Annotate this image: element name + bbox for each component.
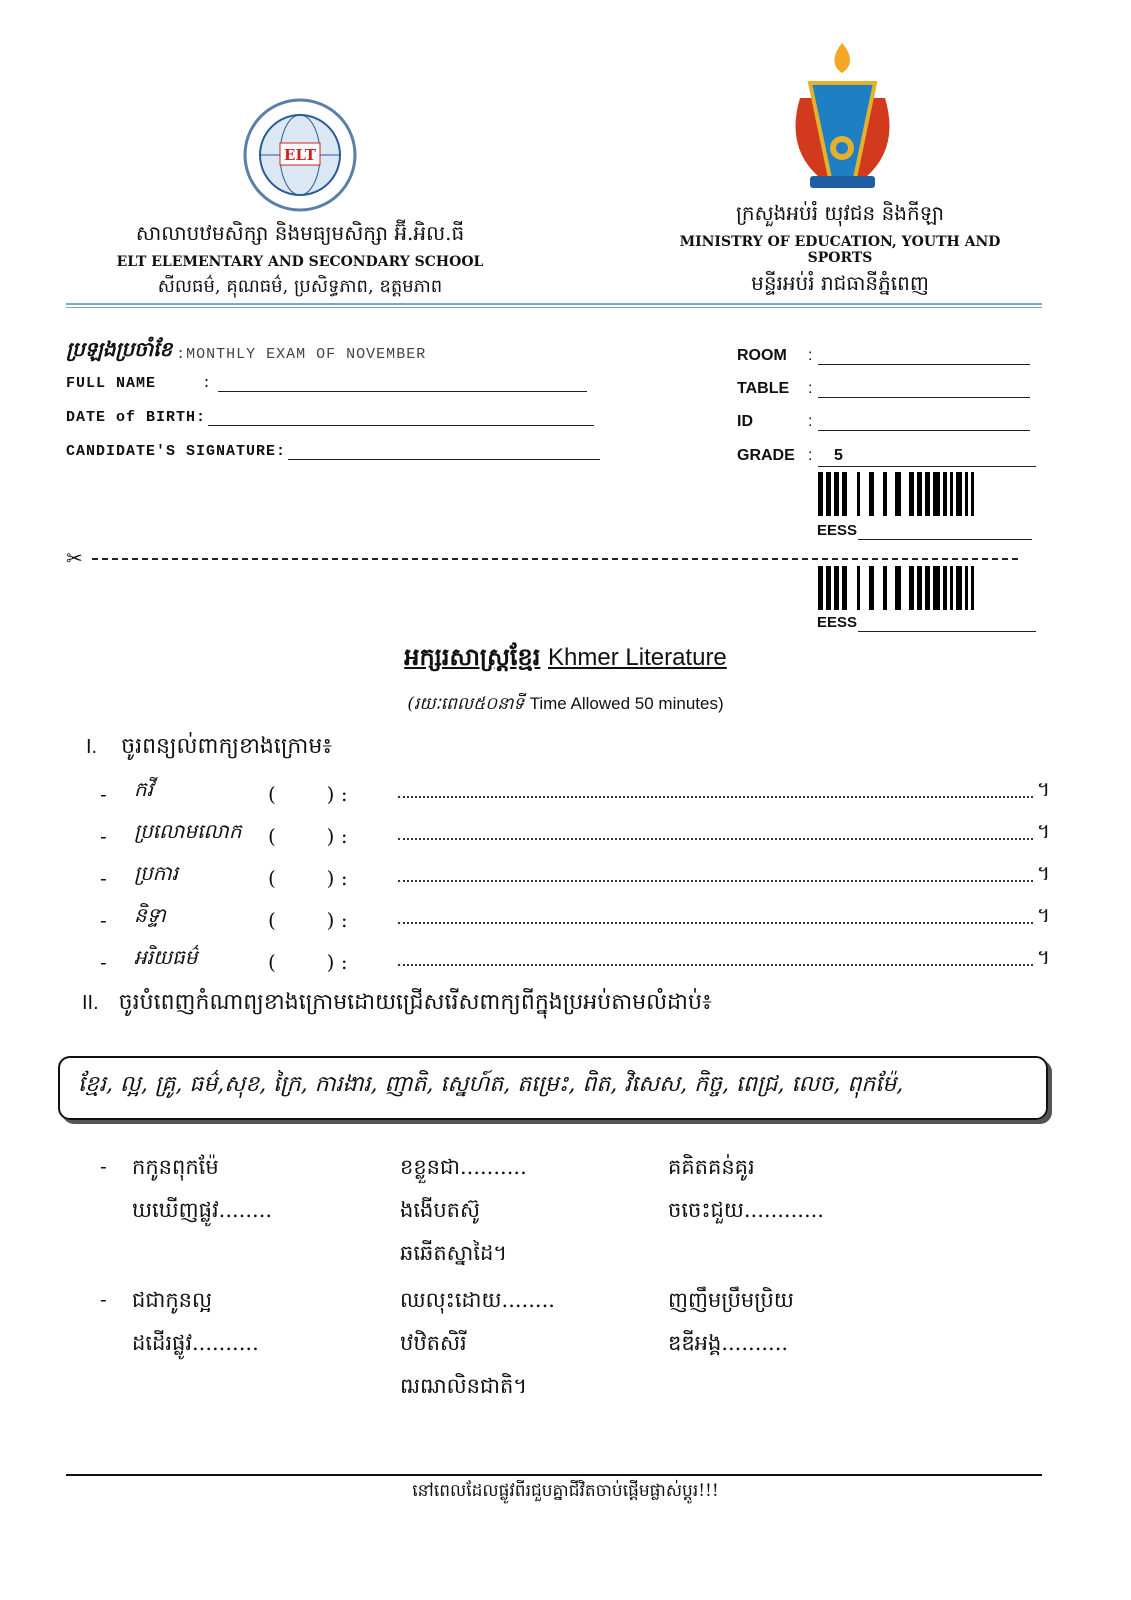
poem-dash-1: - — [100, 1154, 107, 1178]
header-divider — [66, 303, 1042, 308]
item-dash: - — [100, 866, 107, 890]
item-paren: ( ) : — [268, 950, 348, 974]
item-end: ។ — [1036, 945, 1050, 969]
section2-number: II. — [82, 992, 99, 1014]
item-word: កវី — [134, 777, 154, 801]
full-name-label: FULL NAME — [66, 375, 157, 392]
section1-item — [100, 890, 1050, 932]
full-name-row — [66, 374, 587, 392]
scissors-icon: ✂ — [66, 546, 83, 570]
answer-field[interactable] — [398, 964, 1033, 966]
school-heading — [80, 220, 520, 301]
table-colon: : — [808, 380, 813, 397]
poem-line: ឌឌីអង្គ.......... — [668, 1331, 789, 1355]
item-dash: - — [100, 782, 107, 806]
room-colon: : — [808, 347, 813, 364]
item-paren: ( ) : — [268, 824, 348, 848]
grade-colon: : — [808, 447, 813, 464]
section1-item — [100, 848, 1050, 890]
id-field[interactable] — [818, 411, 1030, 431]
school-logo — [243, 98, 358, 213]
word-box — [58, 1056, 1048, 1120]
item-end: ។ — [1036, 819, 1050, 843]
ministry-dept-kh: មន្ទីរអប់រំ រាជធានីភ្នំពេញ — [751, 271, 929, 295]
svg-text:ELT: ELT — [284, 146, 316, 164]
poem-dash-2: - — [100, 1287, 107, 1311]
poem-line: ដដើរផ្លូវ.......... — [132, 1331, 259, 1355]
section1-item — [100, 932, 1050, 974]
poem-line: ជជាកូនល្អ — [132, 1288, 212, 1312]
poem-line: កកូនពុកម៉ែ — [132, 1155, 219, 1179]
section1-instruction: ចូរពន្យល់ពាក្យខាងក្រោម៖ — [121, 734, 332, 759]
barcode — [818, 472, 977, 516]
school-name-kh: សាលាបឋមសិក្សា និងមធ្យមសិក្សា អ៊ី.អិល.ធី — [135, 221, 465, 245]
poem-line: ឍឍាលិនជាតិ។ — [400, 1374, 528, 1398]
item-dash: - — [100, 824, 107, 848]
dob-field[interactable] — [208, 408, 594, 426]
exam-row — [66, 336, 626, 366]
item-end: ។ — [1036, 861, 1050, 885]
id-colon: : — [808, 413, 813, 430]
poem-line: ឃឃើញផ្លូវ........ — [132, 1198, 273, 1222]
item-paren: ( ) : — [268, 782, 348, 806]
footer-quote: នៅពេលដែលផ្លូវពីរជួបគ្នាជីវិតចាប់ផ្តើមផ្លាស់ប្តូរ!!! — [412, 1481, 719, 1501]
poem-line: ចចេះជួយ............ — [668, 1198, 824, 1222]
section1-header — [86, 732, 1131, 764]
poem-line: ងងើបតស៊ូ — [400, 1198, 480, 1222]
section2-header — [82, 988, 1071, 1020]
exam-label-kh: ប្រឡងប្រចាំខែ — [66, 337, 173, 361]
eess-label: EESS — [817, 522, 858, 539]
eess-field-lower[interactable] — [858, 612, 1036, 632]
ministry-emblem — [780, 38, 905, 193]
poem-line: ខខ្លួនជា.......... — [400, 1155, 527, 1179]
title-kh: អក្សរសាស្ត្រខ្មែរ — [404, 642, 541, 671]
ministry-heading — [645, 200, 1035, 300]
barcode-lower — [818, 566, 977, 610]
answer-field[interactable] — [398, 922, 1033, 924]
time-kh: (រយៈពេល៥០នាទី — [407, 694, 525, 714]
poem-group-2 — [100, 1287, 1131, 1404]
ministry-name-kh: ក្រសួងអប់រំ យុវជន និងកីឡា — [735, 201, 945, 225]
ministry-name-en: MINISTRY OF EDUCATION, YOUTH AND SPORTS — [679, 234, 1001, 266]
item-word: និទ្ទា — [134, 903, 166, 927]
dob-row — [66, 408, 594, 426]
candidate-form — [66, 336, 626, 460]
room-label: ROOM — [737, 347, 787, 364]
item-paren: ( ) : — [268, 866, 348, 890]
answer-field[interactable] — [398, 796, 1033, 798]
grade-underline — [818, 466, 1036, 467]
poem-line: គគិតគន់គូរ — [668, 1155, 755, 1179]
room-field[interactable] — [818, 345, 1030, 365]
time-en: Time Allowed 50 minutes) — [529, 694, 724, 713]
item-word: ប្រលោមលោក — [134, 819, 242, 843]
signature-field[interactable] — [288, 442, 600, 460]
poem-line: ឆឆើតស្នាដៃ។ — [400, 1241, 508, 1265]
footer-divider — [66, 1474, 1042, 1476]
item-dash: - — [100, 950, 107, 974]
grade-label: GRADE — [737, 447, 795, 464]
school-motto: សីលធម៌, គុណធម៌, ប្រសិទ្ធភាព, ឧត្តមភាព — [157, 276, 443, 297]
exam-body — [0, 642, 1131, 1505]
eess-label-lower: EESS — [817, 614, 858, 631]
answer-field[interactable] — [398, 880, 1033, 882]
section1-item — [100, 764, 1050, 806]
eess-field[interactable] — [858, 520, 1032, 540]
cut-line — [92, 558, 1018, 560]
section1-item — [100, 806, 1050, 848]
full-name-field[interactable] — [218, 374, 587, 392]
item-end: ។ — [1036, 777, 1050, 801]
full-name-colon: : — [202, 375, 213, 392]
title-en: Khmer Literature — [548, 644, 727, 671]
poem-group-1 — [100, 1154, 1131, 1271]
signature-row — [66, 442, 600, 460]
exam-name: :MONTHLY EXAM OF NOVEMBER — [176, 346, 427, 363]
item-word: អរិយធម៌ — [134, 945, 198, 969]
poem-line: ឈលុះដោយ........ — [400, 1288, 555, 1312]
id-label: ID — [737, 413, 753, 430]
section1-number: I. — [86, 736, 98, 758]
poem-line: ញញឹមប្រឹមប្រិយ — [668, 1288, 794, 1312]
school-name-en: ELT ELEMENTARY AND SECONDARY SCHOOL — [116, 254, 484, 270]
answer-field[interactable] — [398, 838, 1033, 840]
word-box-text: ខ្មែរ, ល្អ, គ្រូ, ធម៌,សុខ, ក្រៃ, ការងារ, ញាតិ, ស្នេហ៍ត, តម្រេះ, ពិត, វិសេស, កិច្ច, ពេជ្រ, លេច, ពុកម៉ែ, — [78, 1072, 904, 1097]
table-field[interactable] — [818, 378, 1030, 398]
item-paren: ( ) : — [268, 908, 348, 932]
grade-value: 5 — [834, 447, 843, 464]
table-label: TABLE — [737, 380, 790, 397]
item-dash: - — [100, 908, 107, 932]
section1-list — [0, 764, 1131, 974]
poem-line: ឋឋិតសិរី — [400, 1331, 467, 1355]
item-end: ។ — [1036, 903, 1050, 927]
signature-label: CANDIDATE'S SIGNATURE: — [66, 443, 287, 460]
item-word: ប្រការ — [134, 861, 179, 885]
section2-instruction: ចូរបំពេញកំណាព្យខាងក្រោមដោយជ្រើសរើសពាក្យពីក្នុងប្រអប់តាមលំដាប់៖ — [118, 990, 712, 1015]
dob-label: DATE of BIRTH: — [66, 409, 207, 426]
